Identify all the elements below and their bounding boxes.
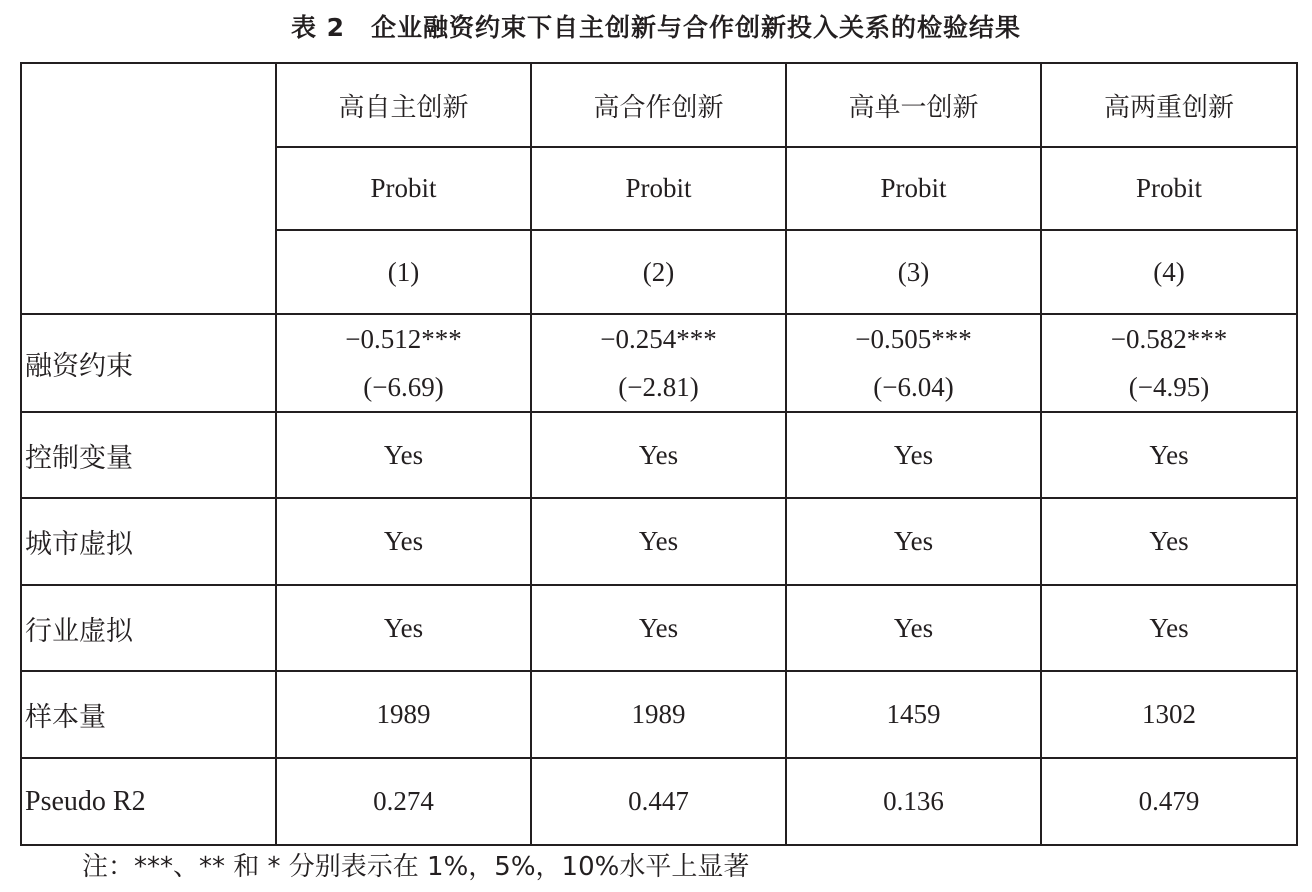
- table-cell: Yes: [1041, 498, 1297, 585]
- method-cell: Probit: [531, 147, 786, 230]
- method-cell: Probit: [786, 147, 1041, 230]
- coefficient-cell: [786, 314, 1041, 412]
- table-cell: Yes: [786, 498, 1041, 585]
- coefficient-cell: [276, 314, 531, 412]
- table-row: [21, 758, 1297, 845]
- column-header: 高两重创新: [1041, 63, 1297, 147]
- table-row: [21, 585, 1297, 671]
- table-cell: Yes: [276, 585, 531, 671]
- t-statistic: (−4.95): [1128, 372, 1210, 402]
- table-cell: 1459: [786, 671, 1041, 758]
- table-cell: 0.274: [276, 758, 531, 845]
- table-cell: 1989: [276, 671, 531, 758]
- t-statistic: (−6.04): [873, 372, 954, 402]
- coefficient: −0.505***: [855, 324, 972, 354]
- row-label: 控制变量: [21, 412, 276, 498]
- table-title: 表 2 企业融资约束下自主创新与合作创新投入关系的检验结果: [290, 13, 1022, 42]
- table-cell: Yes: [786, 585, 1041, 671]
- table-cell: Yes: [531, 585, 786, 671]
- method-cell: Probit: [276, 147, 531, 230]
- table-cell: Yes: [531, 498, 786, 585]
- row-label: 行业虚拟: [21, 585, 276, 671]
- coefficient: −0.582***: [1110, 324, 1228, 354]
- table-cell: Yes: [1041, 585, 1297, 671]
- table-cell: 1302: [1041, 671, 1297, 758]
- table-cell: Yes: [276, 412, 531, 498]
- column-header: 高单一创新: [786, 63, 1041, 147]
- table-row: [21, 498, 1297, 585]
- t-statistic: (−6.69): [363, 372, 444, 402]
- row-label: Pseudo R2: [21, 758, 276, 845]
- coefficient-cell: [531, 314, 786, 412]
- column-number: (3): [786, 230, 1041, 314]
- corner-cell: [21, 63, 276, 314]
- coefficient-cell: [1041, 314, 1297, 412]
- table-cell: Yes: [276, 498, 531, 585]
- column-header: 高自主创新: [276, 63, 531, 147]
- table-row: [21, 314, 1297, 412]
- table-cell: 1989: [531, 671, 786, 758]
- method-cell: Probit: [1041, 147, 1297, 230]
- t-statistic: (−2.81): [618, 372, 699, 402]
- row-label: 城市虚拟: [21, 498, 276, 585]
- table-cell: Yes: [1041, 412, 1297, 498]
- coefficient: −0.512***: [345, 324, 462, 354]
- table-cell: Yes: [531, 412, 786, 498]
- table-cell: 0.479: [1041, 758, 1297, 845]
- results-table: [20, 62, 1298, 846]
- table-note: 注：***、** 和 * 分别表示在 1%，5%，10%水平上显著: [82, 852, 750, 882]
- coefficient: −0.254***: [600, 324, 717, 354]
- table-row: [21, 412, 1297, 498]
- row-label: 融资约束: [21, 314, 276, 412]
- table-cell: 0.447: [531, 758, 786, 845]
- table-cell: 0.136: [786, 758, 1041, 845]
- column-number: (1): [276, 230, 531, 314]
- header-row-names: [21, 63, 1297, 147]
- column-number: (2): [531, 230, 786, 314]
- column-header: 高合作创新: [531, 63, 786, 147]
- table-row: [21, 671, 1297, 758]
- column-number: (4): [1041, 230, 1297, 314]
- table-cell: Yes: [786, 412, 1041, 498]
- row-label: 样本量: [21, 671, 276, 758]
